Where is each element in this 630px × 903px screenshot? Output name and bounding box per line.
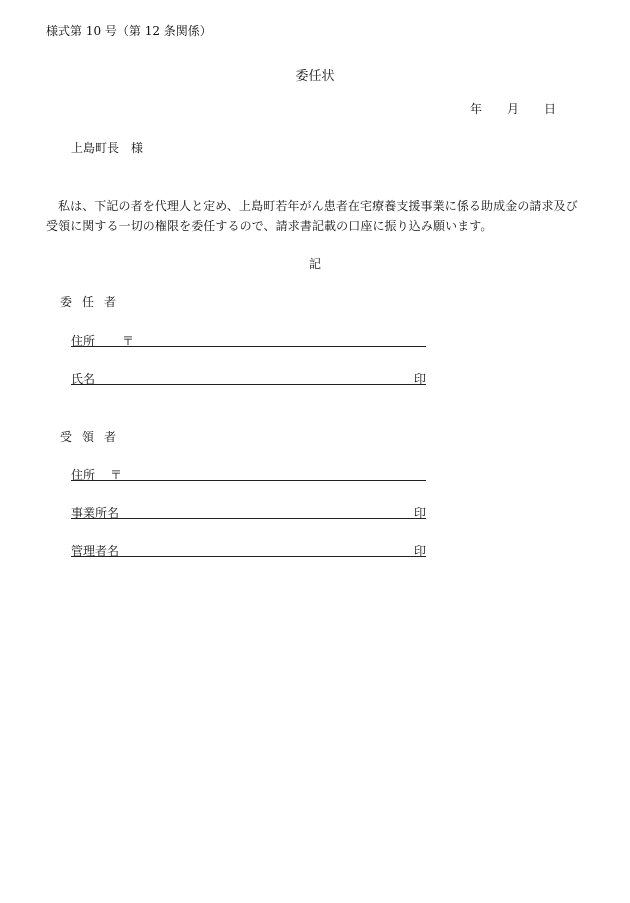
delegator-name-label: 氏名 — [71, 372, 96, 386]
delegator-address-line[interactable] — [71, 346, 426, 347]
delegator-heading: 委任者 — [60, 295, 127, 309]
recipient-office-seal-mark: 印 — [414, 506, 427, 520]
recipient-manager-seal-mark: 印 — [414, 544, 427, 558]
body-text: 私は、下記の者を代理人と定め、上島町若年がん患者在宅療養支援事業に係る助成金の請求及び受領に関する一切の権限を委任するので、請求書記載の口座に振り込み願います。 — [46, 199, 578, 233]
document-title: 委任状 — [295, 69, 335, 84]
delegator-name-line[interactable] — [71, 384, 426, 385]
form-number: 様式第 10 号（第 12 条関係） — [46, 24, 212, 38]
addressee: 上島町長 様 — [71, 141, 144, 155]
recipient-address-line[interactable] — [71, 480, 426, 481]
ki-label: 記 — [308, 257, 321, 271]
delegator-postal-mark: 〒 — [122, 334, 135, 348]
date-month-label: 月 — [507, 102, 520, 116]
recipient-office-line[interactable] — [71, 518, 426, 519]
delegator-seal-mark: 印 — [414, 372, 427, 386]
date-day-label: 日 — [544, 102, 557, 116]
recipient-manager-label: 管理者名 — [71, 544, 120, 558]
recipient-heading: 受領者 — [60, 430, 127, 444]
delegator-address-label: 住所 — [71, 334, 96, 348]
recipient-manager-line[interactable] — [71, 556, 426, 557]
recipient-postal-mark: 〒 — [110, 468, 123, 482]
recipient-office-label: 事業所名 — [71, 506, 120, 520]
recipient-address-label: 住所 — [71, 468, 96, 482]
date-year-label: 年 — [470, 102, 483, 116]
